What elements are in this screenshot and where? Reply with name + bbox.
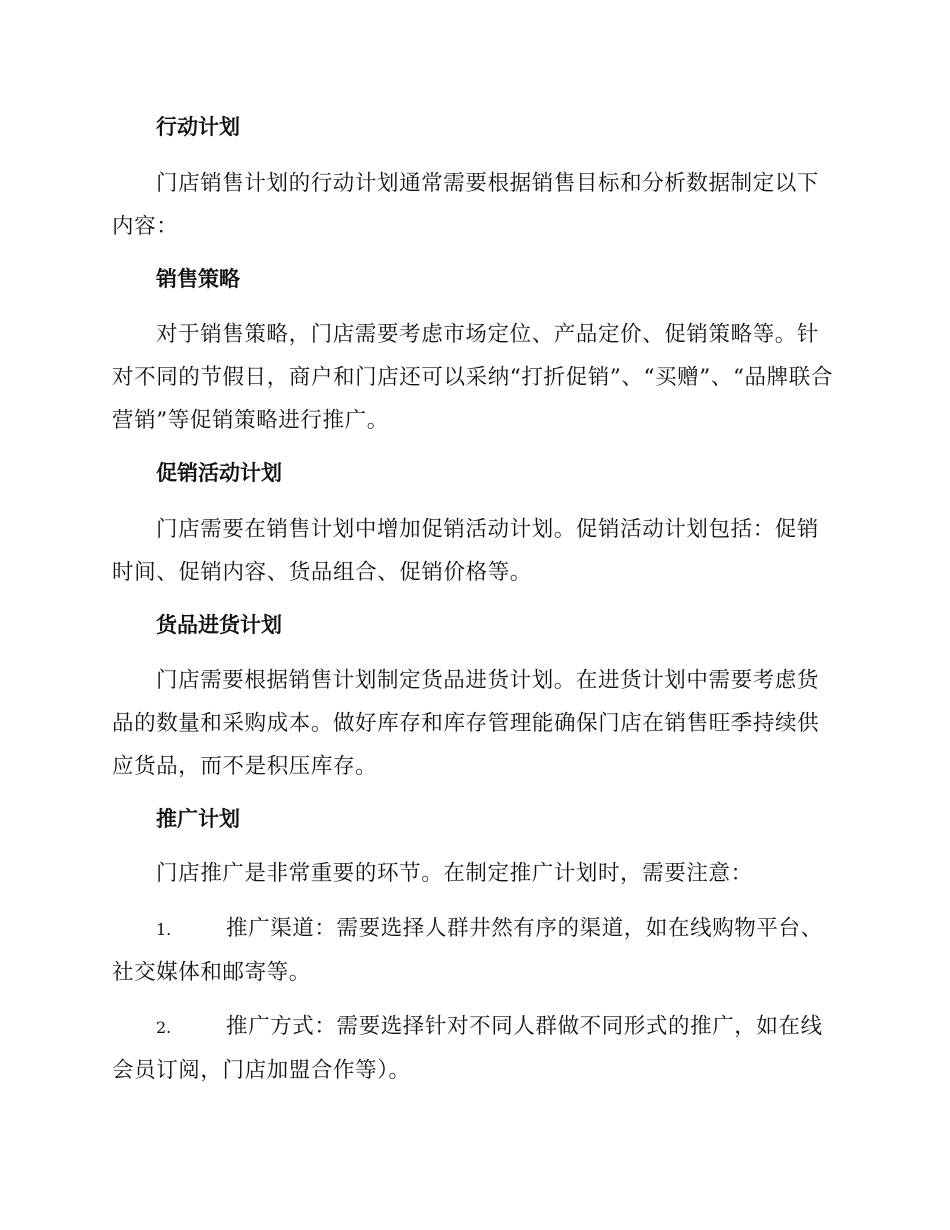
list-item-text: 推广渠道：需要选择人群井然有序的渠道，如在线购物平台、社交媒体和邮寄等。: [112, 916, 823, 985]
list-item-number: 2.: [156, 1018, 172, 1037]
list-item: [112, 1005, 836, 1092]
heading-promotion-plan: 促销活动计划: [156, 461, 282, 485]
paragraph-action-plan: 门店销售计划的行动计划通常需要根据销售目标和分析数据制定以下内容：: [112, 171, 820, 239]
list-item-number: 1.: [156, 920, 172, 939]
paragraph-marketing-plan: 门店推广是非常重要的环节。在制定推广计划时，需要注意：: [156, 861, 753, 886]
heading-stock-plan: 货品进货计划: [156, 613, 282, 637]
paragraph-promotion-plan: 门店需要在销售计划中增加促销活动计划。促销活动计划包括：促销时间、促销内容、货品组合、促销价格等。: [112, 517, 820, 585]
heading-action-plan: 行动计划: [156, 115, 240, 139]
heading-sales-strategy: 销售策略: [156, 267, 240, 291]
heading-marketing-plan: 推广计划: [156, 807, 240, 831]
paragraph-sales-strategy: 对于销售策略，门店需要考虑市场定位、产品定价、促销策略等。针对不同的节假日，商户和门店还可以采纳“打折促销”、“买赠”、“品牌联合营销”等促销策略进行推广。: [112, 322, 833, 433]
list-item-text: 推广方式：需要选择针对不同人群做不同形式的推广，如在线会员订阅，门店加盟合作等）。: [112, 1014, 823, 1083]
list-item: [112, 907, 836, 994]
paragraph-stock-plan: 门店需要根据销售计划制定货品进货计划。在进货计划中需要考虑货品的数量和采购成本。做好库存和库存管理能确保门店在销售旺季持续供应货品，而不是积压库存。: [112, 668, 820, 779]
